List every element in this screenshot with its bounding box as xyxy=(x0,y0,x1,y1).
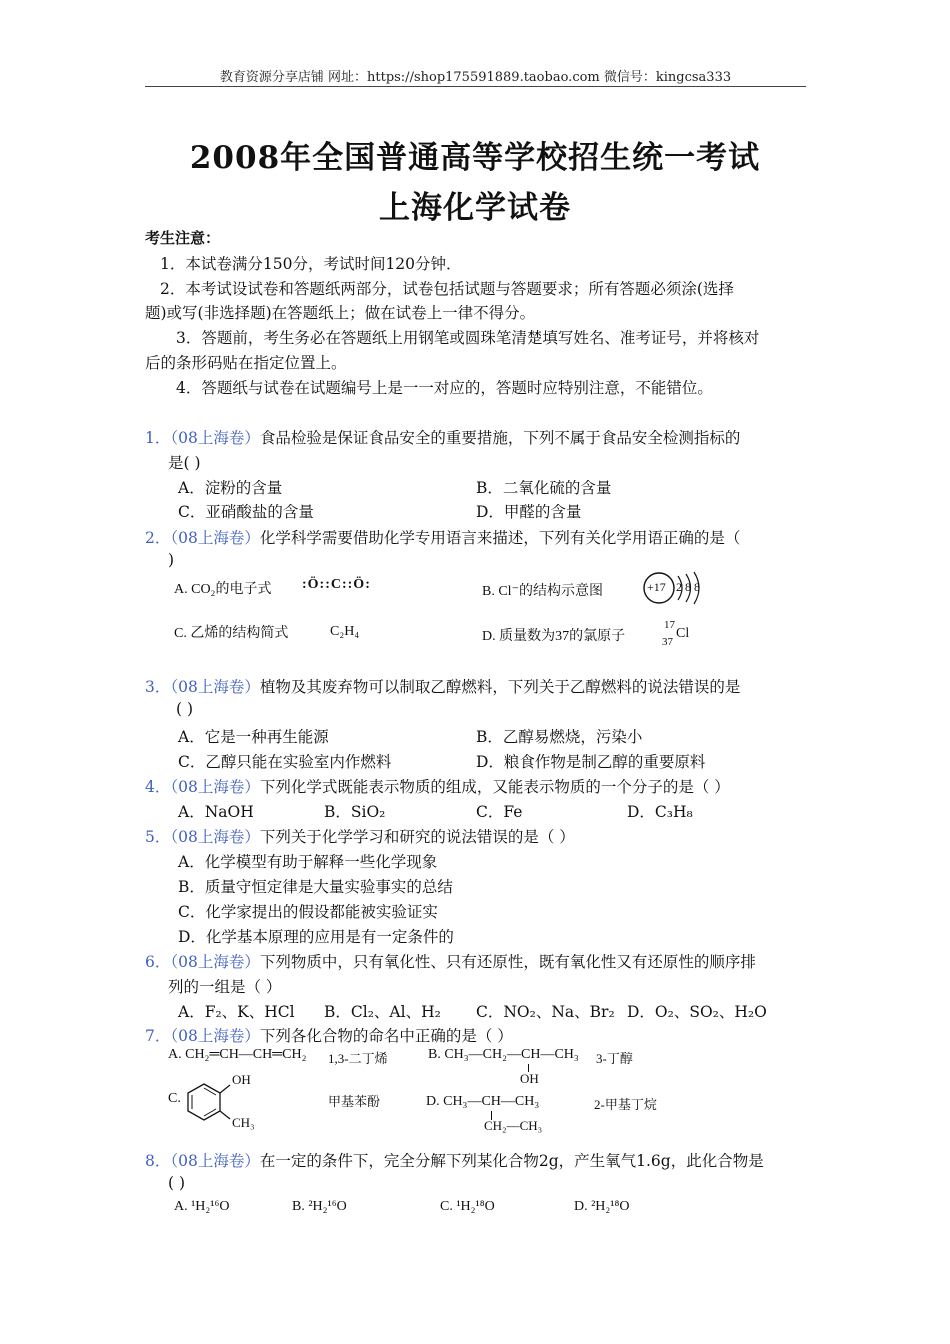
question-continuation: ) xyxy=(168,551,175,569)
question-text: 化学科学需要借助化学专用语言来描述，下列有关化学用语正确的是（ xyxy=(259,529,741,547)
question-number: 5． xyxy=(145,828,171,846)
notice-item: 2．本考试设试卷和答题纸两部分，试卷包括试题与答题要求；所有答题必须涂(选择 xyxy=(160,280,734,298)
question-3 xyxy=(145,675,740,697)
option-d: D. 质量数为37的氯原子 xyxy=(482,629,626,644)
option-d: D．O₂、SO₂、H₂O xyxy=(627,1003,767,1021)
source-tag: （08上海卷） xyxy=(170,1152,260,1170)
ethylene-formula: C₂H₄ xyxy=(330,624,360,639)
question-2 xyxy=(145,526,740,548)
header-divider xyxy=(145,86,806,87)
option-c: C. ¹H₂¹⁸O xyxy=(440,1199,495,1214)
notice-item: 后的条形码贴在指定位置上。 xyxy=(145,354,347,372)
question-5 xyxy=(145,825,575,847)
notice-item: 3．答题前，考生务必在答题纸上用钢笔或圆珠笔清楚填写姓名、准考证号，并将核对 xyxy=(176,329,760,347)
question-continuation: ( ) xyxy=(176,700,194,718)
question-continuation: ( ) xyxy=(168,1174,186,1192)
option-b: B．SiO₂ xyxy=(324,803,386,821)
question-number: 7． xyxy=(145,1027,171,1045)
option-c: C．乙醇只能在实验室内作燃料 xyxy=(178,753,392,771)
question-number: 1． xyxy=(145,429,171,447)
source-tag: （08上海卷） xyxy=(170,429,260,447)
source-tag: （08上海卷） xyxy=(170,1027,260,1045)
chloride-nucleus: +17 xyxy=(647,580,666,594)
option-a: A. ¹H₂¹⁶O xyxy=(174,1199,230,1214)
option-d: D．粮食作物是制乙醇的重要原料 xyxy=(476,753,706,771)
question-1 xyxy=(145,426,740,448)
option-b: B．二氧化硫的含量 xyxy=(476,479,612,497)
option-c: C．NO₂、Na、Br₂ xyxy=(476,1003,615,1021)
source-tag: （08上海卷） xyxy=(170,529,260,547)
exam-subtitle: 上海化学试卷 xyxy=(379,190,571,226)
option-a: A．它是一种再生能源 xyxy=(178,728,329,746)
option-c: C．化学家提出的假设都能被实验证实 xyxy=(178,903,438,921)
exam-title: 2008年全国普通高等学校招生统一考试 xyxy=(189,140,761,176)
source-tag: （08上海卷） xyxy=(170,778,260,796)
option-a-name: 1,3-二丁烯 xyxy=(328,1051,388,1066)
element-symbol: Cl xyxy=(676,626,690,641)
question-7 xyxy=(145,1024,513,1046)
mass-number: 17 xyxy=(664,619,675,631)
option-b: B. Cl⁻的结构示意图 xyxy=(482,584,603,599)
atomic-number: 37 xyxy=(662,636,673,648)
question-number: 8． xyxy=(145,1152,171,1170)
option-b: B．Cl₂、Al、H₂ xyxy=(324,1003,441,1021)
option-b-formula: B. CH₃—CH₂—CH—CH₃ xyxy=(428,1047,579,1062)
option-a-formula: A. CH₂═CH—CH═CH₂ xyxy=(168,1047,307,1062)
option-c: C. 乙烯的结构简式 xyxy=(174,626,289,641)
question-number: 2． xyxy=(145,529,171,547)
notice-item: 1．本试卷满分150分，考试时间120分钟． xyxy=(160,255,462,273)
source-tag: （08上海卷） xyxy=(170,678,260,696)
question-text: 在一定的条件下，完全分解下列某化合物2g，产生氧气1.6g，此化合物是 xyxy=(259,1152,764,1170)
option-a: A．淀粉的含量 xyxy=(178,479,283,497)
chloride-shells: 2 8 8 xyxy=(676,580,700,594)
question-number: 4． xyxy=(145,778,171,796)
notice-item: 4．答题纸与试卷在试题编号上是一一对应的，答题时应特别注意，不能错位。 xyxy=(176,379,713,397)
question-text: 食品检验是保证食品安全的重要措施，下列不属于食品安全检测指标的 xyxy=(259,429,741,447)
option-b-name: 3-丁醇 xyxy=(596,1051,633,1066)
option-a: A．化学模型有助于解释一些化学现象 xyxy=(178,853,438,871)
option-b: B．质量守恒定律是大量实验事实的总结 xyxy=(178,878,453,896)
page-header: 教育资源分享店铺 网址：https://shop175591889.taobao.com 微信号：kingcsa333 xyxy=(219,70,732,85)
option-d: D. ²H₂¹⁸O xyxy=(574,1199,630,1214)
source-tag: （08上海卷） xyxy=(170,953,260,971)
option-d-name: 2-甲基丁烷 xyxy=(594,1097,657,1112)
option-c-label: C. xyxy=(168,1091,181,1106)
option-a: A．F₂、K、HCl xyxy=(178,1003,295,1021)
question-continuation: 是( ) xyxy=(168,454,201,472)
question-continuation: 列的一组是（ ） xyxy=(168,978,282,996)
option-c: C．Fe xyxy=(476,803,523,821)
option-d-substituent: CH₂—CH₃ xyxy=(484,1118,543,1133)
option-d: D．甲醛的含量 xyxy=(476,503,582,521)
question-4 xyxy=(145,775,730,797)
option-b-substituent: OH xyxy=(520,1071,539,1086)
question-text: 下列关于化学学习和研究的说法错误的是（ ） xyxy=(259,828,575,846)
notice-heading: 考生注意： xyxy=(145,229,221,247)
question-8 xyxy=(145,1149,764,1171)
notice-item: 题)或写(非选择题)在答题纸上；做在试卷上一律不得分。 xyxy=(145,304,536,322)
option-d: D．C₃H₈ xyxy=(627,803,693,821)
question-text: 植物及其废弃物可以制取乙醇燃料，下列关于乙醇燃料的说法错误的是 xyxy=(259,678,741,696)
option-a: A．NaOH xyxy=(178,803,254,821)
question-6 xyxy=(145,950,756,972)
option-d: D．化学基本原理的应用是有一定条件的 xyxy=(178,928,454,946)
question-text: 下列物质中，只有氧化性、只有还原性，既有氧化性又有还原性的顺序排 xyxy=(259,953,756,971)
option-c: C．亚硝酸盐的含量 xyxy=(178,503,314,521)
option-b: B. ²H₂¹⁶O xyxy=(292,1199,347,1214)
option-c-name: 甲基苯酚 xyxy=(328,1094,381,1109)
option-c-oh: OH xyxy=(232,1072,251,1087)
option-c-ch3: CH₃ xyxy=(232,1115,255,1130)
option-b: B．乙醇易燃烧，污染小 xyxy=(476,728,643,746)
option-a: A. CO₂的电子式 xyxy=(174,582,272,597)
question-text: 下列各化合物的命名中正确的是（ ） xyxy=(259,1027,513,1045)
question-number: 3． xyxy=(145,678,171,696)
question-number: 6． xyxy=(145,953,171,971)
option-d-formula: D. CH₃—CH—CH₃ xyxy=(426,1094,540,1109)
source-tag: （08上海卷） xyxy=(170,828,260,846)
co2-electron-formula: :Ö::C::Ö: xyxy=(302,577,371,592)
question-text: 下列化学式既能表示物质的组成，又能表示物质的一个分子的是（ ） xyxy=(259,778,730,796)
